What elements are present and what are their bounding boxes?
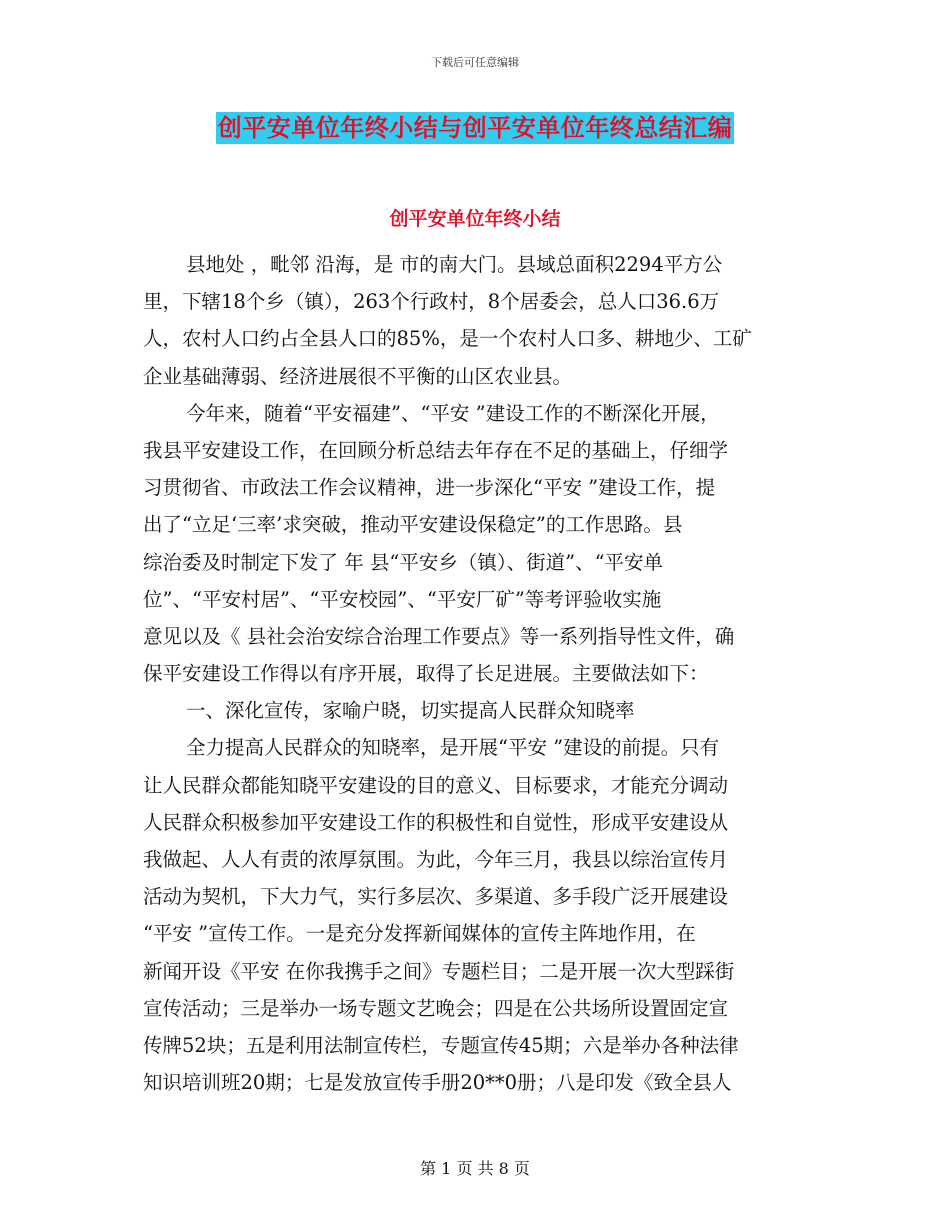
main-title: 创平安单位年终小结与创平安单位年终总结汇编 xyxy=(217,114,733,142)
body-line: 知识培训班20期；七是发放宣传手册20**0册；八是印发《致全县人 xyxy=(143,1071,732,1095)
body-line: 意见以及《 县社会治安综合治理工作要点》等一系列指导性文件，确 xyxy=(143,624,735,648)
body-line: 企业基础薄弱、经济进展很不平衡的山区农业县。 xyxy=(143,364,573,388)
body-line: 宣传活动；三是举办一场专题文艺晚会；四是在公共场所设置固定宣 xyxy=(143,996,729,1020)
body-line: 人民群众积极参加平安建设工作的积极性和自觉性，形成平安建设从 xyxy=(143,810,729,834)
body-line: 让人民群众都能知晓平安建设的目的意义、目标要求，才能充分调动 xyxy=(143,773,729,797)
body-line: 里，下辖18个乡（镇），263个行政村，8个居委会，总人口36.6万 xyxy=(143,290,720,314)
body-line: 综治委及时制定下发了 年 县“平安乡（镇）、街道”、“平安单 xyxy=(143,550,664,574)
body-line: 今年来，随着“平安福建”、“平安 ”建设工作的不断深化开展， xyxy=(186,401,720,425)
section-title: 创平安单位年终小结 xyxy=(389,208,561,230)
body-line: 活动为契机，下大力气，实行多层次、多渠道、多手段广泛开展建设 xyxy=(143,885,729,909)
body-line: 我做起、人人有责的浓厚氛围。为此，今年三月，我县以综治宣传月 xyxy=(143,848,729,871)
header-note: 下载后可任意编辑 xyxy=(431,56,519,69)
main-title-container xyxy=(0,112,950,144)
body-line: 出了“立足‘三率’求突破，推动平安建设保稳定”的工作思路。县 xyxy=(143,513,683,537)
body-line: 习贯彻省、市政法工作会议精神，进一步深化“平安 ”建设工作，提 xyxy=(143,476,716,500)
body-line: “平安 ”宣传工作。一是充分发挥新闻媒体的宣传主阵地作用，在 xyxy=(143,922,696,946)
body-line: 新闻开设《平安 在你我携手之间》专题栏目；二是开展一次大型踩街 xyxy=(143,959,735,983)
body-line: 保平安建设工作得以有序开展，取得了长足进展。主要做法如下： xyxy=(143,662,709,686)
body-line: 传牌52块；五是利用法制宣传栏，专题宣传45期；六是举办各种法律 xyxy=(143,1033,739,1057)
body-line: 一、深化宣传，家喻户晓，切实提高人民群众知晓率 xyxy=(186,699,635,723)
body-line: 全力提高人民群众的知晓率，是开展“平安 ”建设的前提。只有 xyxy=(186,736,720,760)
body-line: 人，农村人口约占全县人口的85%，是一个农村人口多、耕地少、工矿 xyxy=(143,327,752,351)
body-text xyxy=(143,246,815,1101)
body-line: 位”、“平安村居”、“平安校园”、“平安厂矿”等考评验收实施 xyxy=(143,587,662,611)
page-footer: 第 1 页 共 8 页 xyxy=(420,1159,530,1178)
body-line: 县地处 ，毗邻 沿海，是 市的南大门。县域总面积2294平方公 xyxy=(186,253,723,276)
body-line: 我县平安建设工作，在回顾分析总结去年存在不足的基础上，仔细学 xyxy=(143,438,729,462)
